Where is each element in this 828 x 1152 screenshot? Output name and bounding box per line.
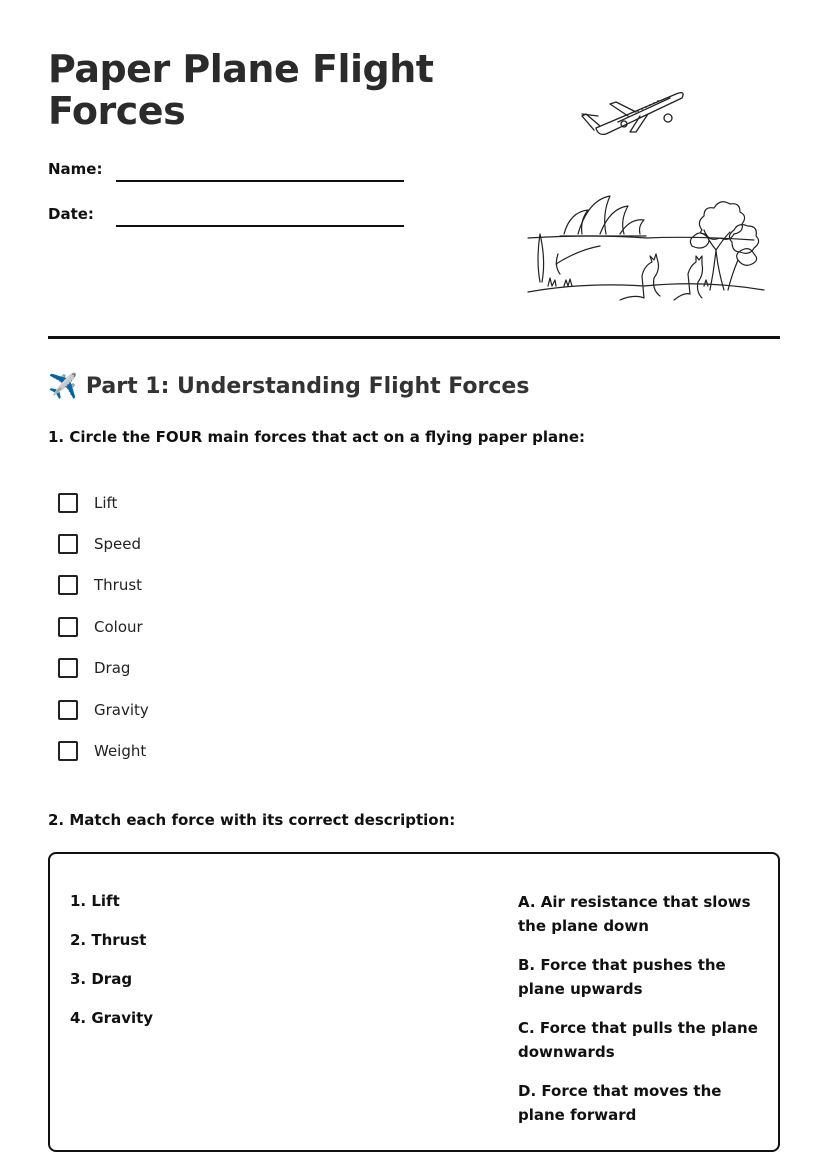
name-line[interactable]	[116, 180, 404, 182]
option-gravity[interactable]	[58, 698, 149, 722]
force-item: 2. Thrust	[70, 931, 147, 949]
checkbox[interactable]	[58, 493, 78, 513]
description-list	[518, 890, 766, 1142]
checkbox[interactable]	[58, 700, 78, 720]
checkbox[interactable]	[58, 575, 78, 595]
question-2: 2. Match each force with its correct description:	[48, 811, 456, 829]
worksheet-title: Paper Plane Flight Forces	[48, 47, 434, 133]
date-line[interactable]	[116, 225, 404, 227]
option-lift[interactable]	[58, 491, 117, 515]
option-label: Weight	[94, 742, 147, 760]
checkbox[interactable]	[58, 658, 78, 678]
option-label: Drag	[94, 659, 131, 677]
option-colour[interactable]	[58, 615, 143, 639]
force-item: 3. Drag	[70, 970, 133, 988]
option-label: Speed	[94, 535, 142, 553]
description-item: A. Air resistance that slows the plane down	[518, 893, 751, 935]
option-label: Gravity	[94, 701, 149, 719]
question-1: 1. Circle the FOUR main forces that act on a flying paper plane:	[48, 428, 586, 446]
option-weight[interactable]	[58, 739, 146, 763]
airplane-icon: ✈️	[48, 372, 78, 400]
sydney-landscape-illustration	[524, 190, 768, 306]
description-item: D. Force that moves the plane forward	[518, 1082, 722, 1124]
matching-box	[48, 852, 780, 1152]
force-item: 1. Lift	[70, 892, 120, 910]
option-label: Colour	[94, 618, 143, 636]
option-thrust[interactable]	[58, 573, 142, 597]
description-item: C. Force that pulls the plane downwards	[518, 1019, 758, 1061]
description-item: B. Force that pushes the plane upwards	[518, 956, 726, 998]
option-speed[interactable]	[58, 532, 141, 556]
force-list	[70, 890, 153, 1046]
option-drag[interactable]	[58, 656, 130, 680]
force-item: 4. Gravity	[70, 1009, 154, 1027]
checkbox[interactable]	[58, 741, 78, 761]
airplane-illustration	[578, 84, 688, 140]
checkbox[interactable]	[58, 617, 78, 637]
option-label: Thrust	[94, 576, 143, 594]
part1-heading-text: Part 1: Understanding Flight Forces	[85, 373, 530, 399]
date-label: Date:	[48, 205, 94, 223]
checkbox[interactable]	[58, 534, 78, 554]
option-label: Lift	[94, 494, 118, 512]
name-label: Name:	[48, 160, 103, 178]
part1-heading	[48, 372, 529, 400]
section-divider	[48, 336, 780, 339]
